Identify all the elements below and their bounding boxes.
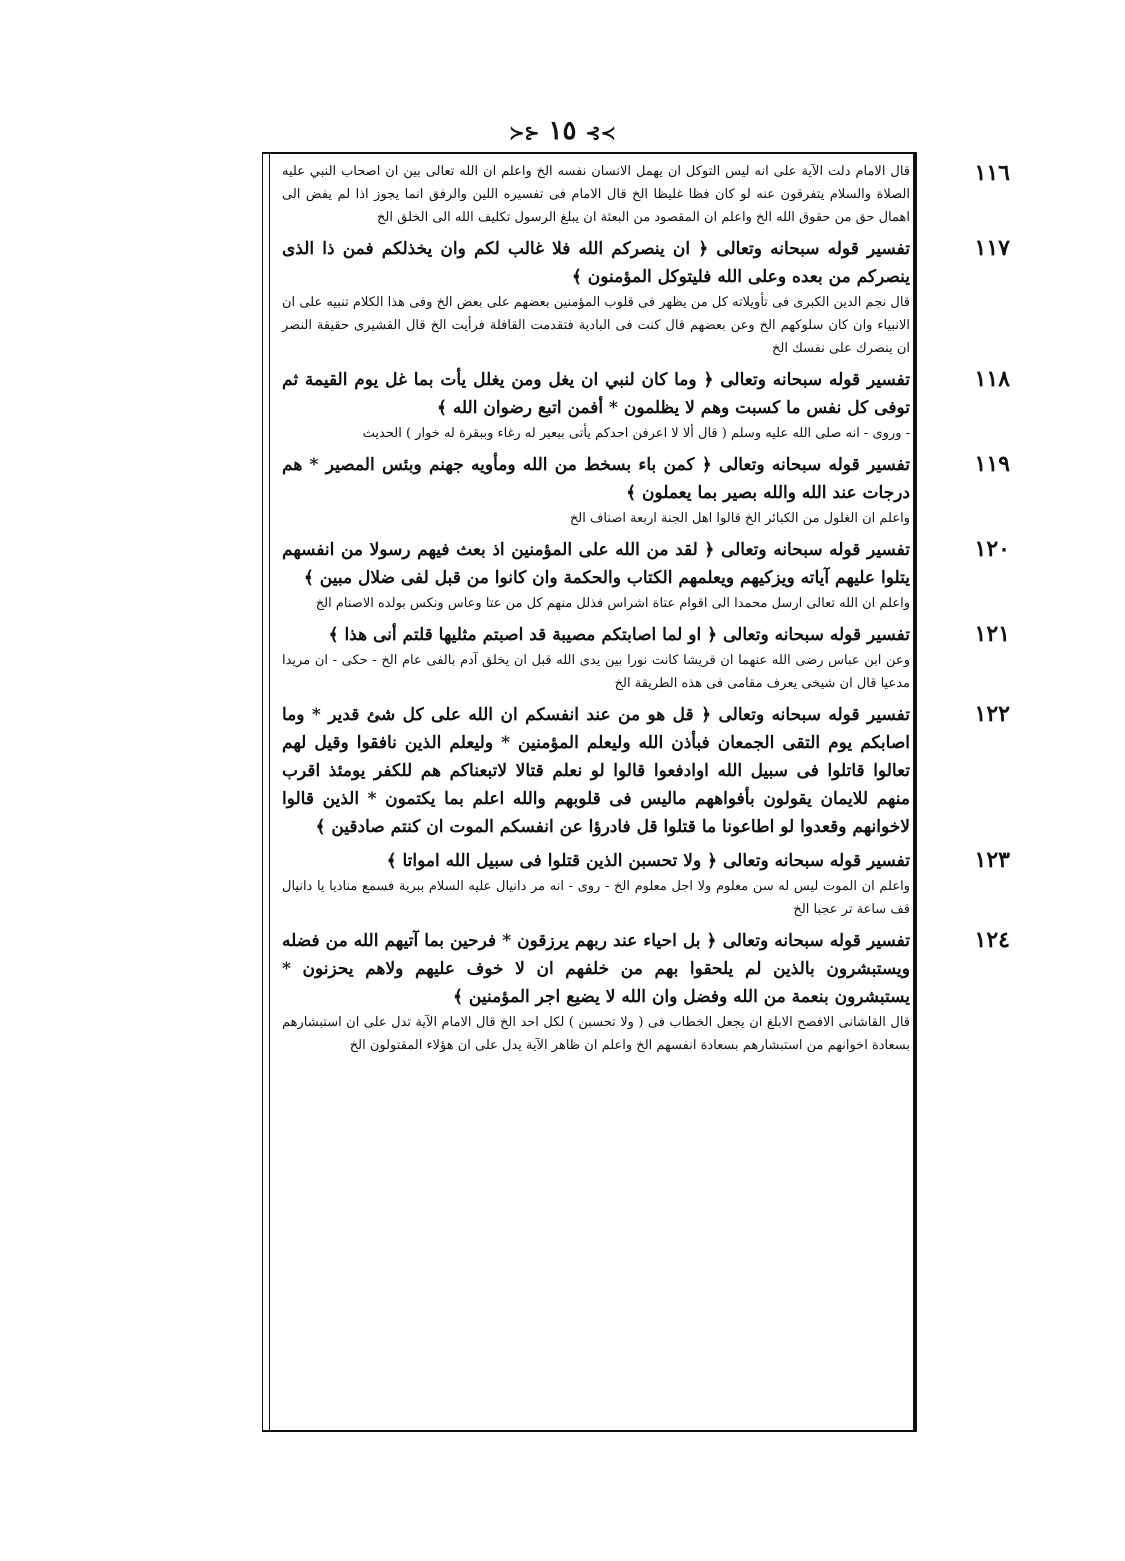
entry-118 <box>270 366 1010 445</box>
entry-commentary: واعلم ان الموت ليس له سن معلوم ولا اجل معلوم الخ - روى - انه مر دانيال عليه السلام ببرية فسمع مناديا يا دانيال قف ساعة تر عجبا الخ <box>282 879 910 917</box>
entry-verse: تفسير قوله سبحانه وتعالى ﴿ ولا تحسبن الذين قتلوا فى سبيل الله امواتا ﴾ <box>386 851 910 871</box>
entry-commentary: قال الامام دلت الآية على انه ليس التوكل ان يهمل الانسان نفسه الخ واعلم ان الله تعالى بين ان اصحاب النبي عليه الصلاة والسلام يتفرقون عنه لو كان فظا غليظا الخ قال الامام فى تفسيره اللين والرفق انما يجوز اذا لم يفض الى اهمال حق من حقوق الله الخ واعلم ان المقصود من البعثة ان يبلغ الرسول تكليف الله الى الخلق الخ <box>282 164 910 225</box>
entry-commentary: - وروى - انه صلى الله عليه وسلم ( قال ألا لا اعرفن احدكم يأتى ببعير له رغاء وببقرة له خوار ) الحديث <box>362 426 910 441</box>
entry-number: ١٢١ <box>974 621 1010 647</box>
entry-verse: تفسير قوله سبحانه وتعالى ﴿ قل هو من عند انفسكم ان الله على كل شئ قدير * وما اصابكم يوم التقى الجمعان فبأذن الله وليعلم المؤمنين * وليعلم الذين نافقوا وقيل لهم تعالوا قاتلوا فى سبيل الله اوادفعوا قالوا لو نعلم قتالا لاتبعناكم هم للكفر يومئذ اقرب منهم للايمان يقولون بأفواههم ماليس فى قلوبهم والله اعلم بما يكتمون * الذين قالوا لاخوانهم وقعدوا لو اطاعونا ما قتلوا قل فادرؤا عن انفسكم الموت ان كنتم صادقين ﴾ <box>282 705 910 837</box>
entry-number: ١٢٤ <box>974 927 1010 953</box>
entry-120 <box>270 536 1010 615</box>
ornament-left: ⊰≺ <box>509 123 540 144</box>
entry-number: ١١٦ <box>974 160 1010 186</box>
entry-121 <box>270 621 1010 695</box>
entry-119 <box>270 451 1010 530</box>
entry-124 <box>270 927 1010 1057</box>
page-content <box>270 160 1010 1420</box>
entry-number: ١٢٢ <box>974 701 1010 727</box>
entry-verse: تفسير قوله سبحانه وتعالى ﴿ او لما اصابتكم مصيبة قد اصبتم مثليها قلتم أنى هذا ﴾ <box>328 625 910 645</box>
entry-number: ١٢٠ <box>974 536 1010 562</box>
entry-116 <box>270 160 1010 229</box>
entry-123 <box>270 847 1010 921</box>
entry-commentary: وعن ابن عباس رضى الله عنهما ان قريشا كانت نورا بين يدى الله قبل ان يخلق آدم بالفى عام الخ - حكى - ان مريدا مدعيا قال ان شيخى يعرف مقامى فى هذه الطريقة الخ <box>282 653 910 691</box>
entry-verse: تفسير قوله سبحانه وتعالى ﴿ لقد من الله على المؤمنين اذ بعث فيهم رسولا من انفسهم يتلوا عليهم آياته ويزكيهم ويعلمهم الكتاب والحكمة وان كانوا من قبل لفى ضلال مبين ﴾ <box>282 540 910 588</box>
entry-number: ١١٩ <box>974 451 1010 477</box>
entry-commentary: قال نجم الدين الكبرى فى تأويلاته كل من يظهر فى قلوب المؤمنين بعضهم على بعض الخ وفى هذا الكلام تنبيه على ان الانبياء وان كان سلوكهم الخ وعن بعضهم قال كنت فى البادية فتقدمت القافلة فرأيت الخ قال القشيرى حقيقة النصر ان ينصرك على نفسك الخ <box>282 295 910 356</box>
entry-verse: تفسير قوله سبحانه وتعالى ﴿ ان ينصركم الله فلا غالب لكم وان يخذلكم فمن ذا الذى ينصركم من بعده وعلى الله فليتوكل المؤمنون ﴾ <box>282 239 910 287</box>
entry-122 <box>270 701 1010 841</box>
entry-117 <box>270 235 1010 360</box>
entry-commentary: واعلم ان الغلول من الكبائر الخ قالوا اهل الجنة اربعة اصناف الخ <box>569 511 910 526</box>
entry-number: ١٢٣ <box>974 847 1010 873</box>
entry-commentary: قال القاشانى الافصح الابلغ ان يجعل الخطاب فى ( ولا تحسبن ) لكل احد الخ قال الامام الآية تدل على ان استبشارهم بسعادة اخوانهم من استبشارهم بسعادة انفسهم الخ واعلم ان ظاهر الآية يدل على ان هؤلاء المقتولون الخ <box>282 1015 910 1053</box>
entry-number: ١١٧ <box>974 235 1010 261</box>
entry-verse: تفسير قوله سبحانه وتعالى ﴿ بل احياء عند ربهم يرزقون * فرحين بما آتيهم الله من فضله ويستبشرون بالذين لم يلحقوا بهم من خلفهم ان لا خوف عليهم ولاهم يحزنون * يستبشرون بنعمة من الله وفضل وان الله لا يضيع اجر المؤمنين ﴾ <box>282 931 910 1007</box>
page-number: ١٥ <box>548 116 577 146</box>
ornament-right: ≻⊱ <box>585 123 616 144</box>
entry-verse: تفسير قوله سبحانه وتعالى ﴿ كمن باء بسخط من الله ومأويه جهنم وبئس المصير * هم درجات عند الله والله بصير بما يعملون ﴾ <box>282 455 910 503</box>
entry-verse: تفسير قوله سبحانه وتعالى ﴿ وما كان لنبي ان يغل ومن يغلل يأت بما غل يوم القيمة ثم توفى كل نفس ما كسبت وهم لا يظلمون * أفمن اتبع رضوان الله ﴾ <box>282 370 910 418</box>
entry-commentary: واعلم ان الله تعالى ارسل محمدا الى اقوام عتاة اشراس فذلل منهم كل من عتا وعاس ونكس بولده الاصنام الخ <box>315 596 910 611</box>
entry-number: ١١٨ <box>974 366 1010 392</box>
page-header <box>0 116 1125 146</box>
